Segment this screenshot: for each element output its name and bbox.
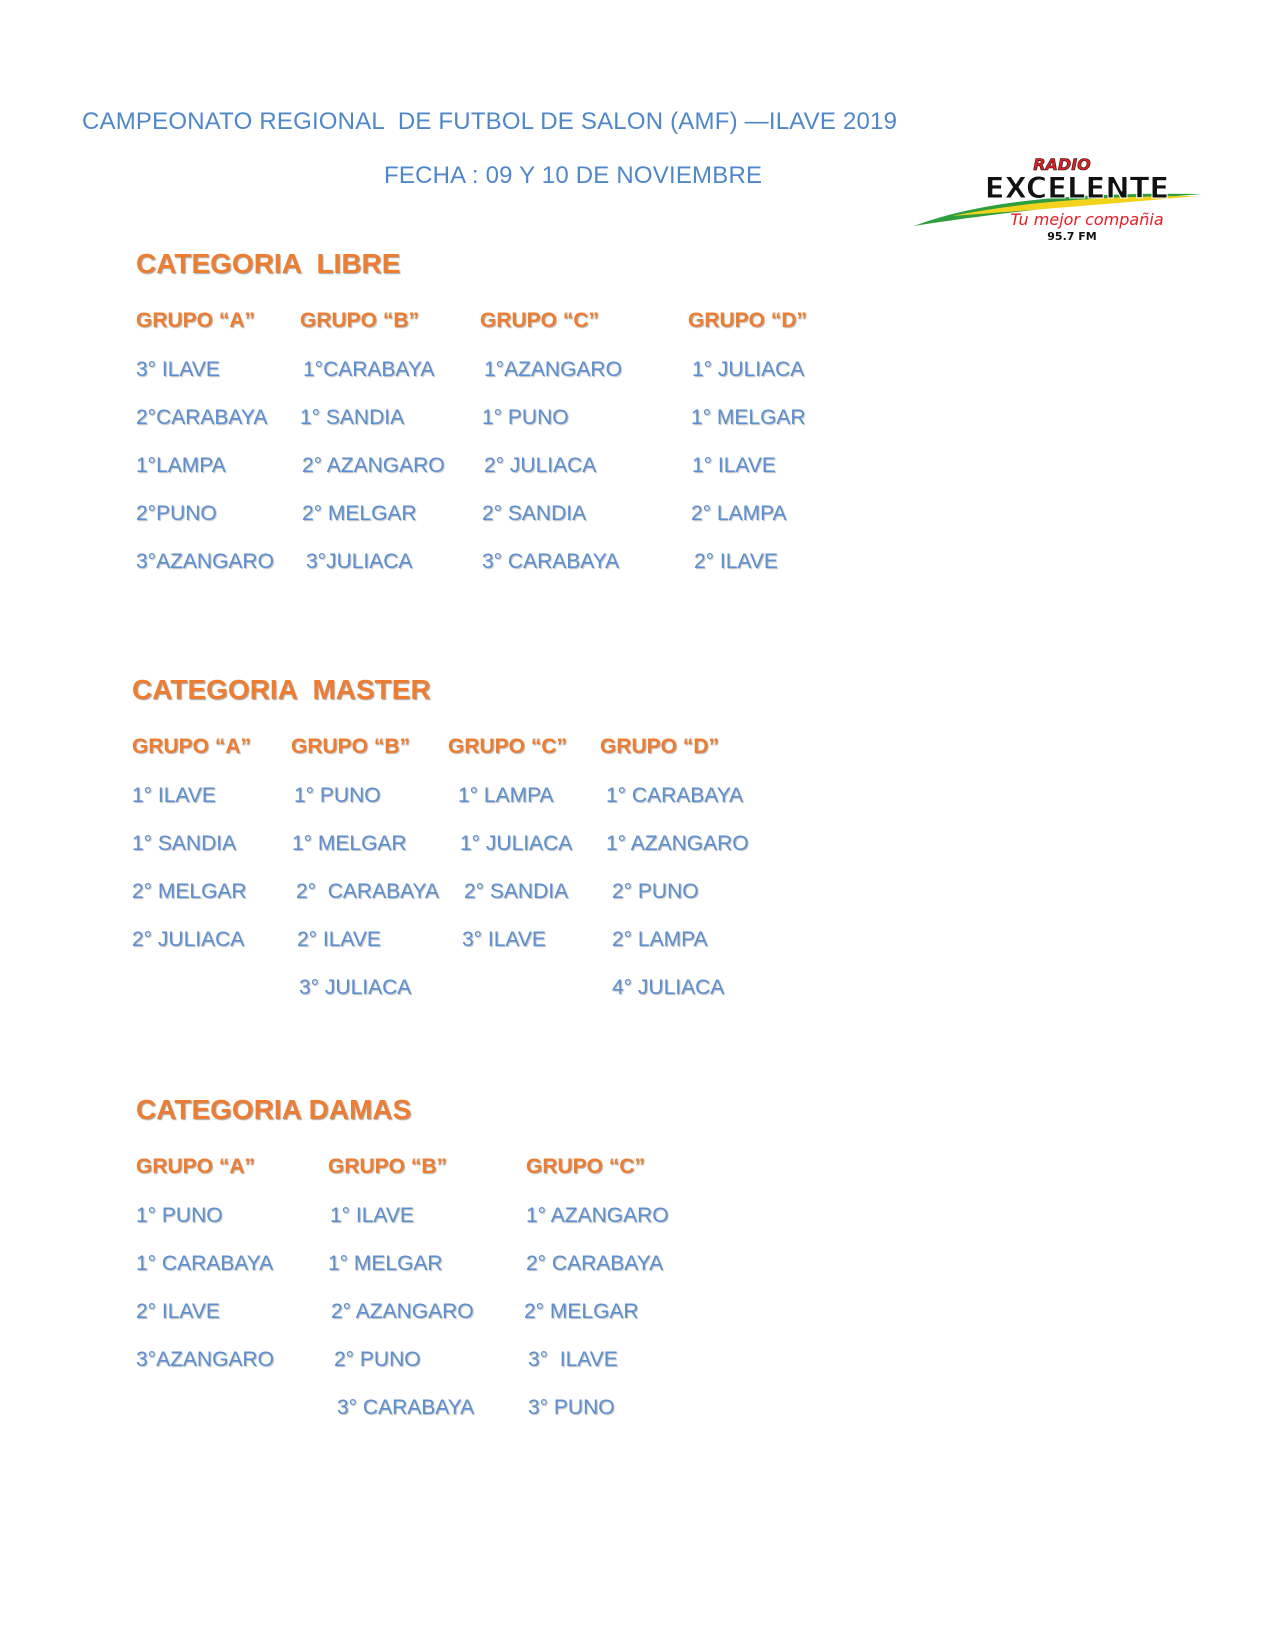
- team-entry: 1° AZANGARO: [606, 832, 749, 855]
- team-entry: 1° MELGAR: [691, 406, 806, 429]
- master-title: CATEGORIA MASTER: [132, 674, 431, 705]
- team-entry: 2° ILAVE: [297, 928, 381, 951]
- team-entry: 2° MELGAR: [302, 502, 417, 525]
- team-entry: 2° PUNO: [612, 880, 699, 903]
- team-entry: 3° ILAVE: [528, 1348, 618, 1371]
- libre-group-c-label: GRUPO “C”: [480, 309, 600, 332]
- team-entry: 2° ILAVE: [694, 550, 778, 573]
- team-entry: 1°LAMPA: [136, 454, 226, 477]
- team-entry: 2° SANDIA: [464, 880, 569, 903]
- team-entry: 1° ILAVE: [330, 1204, 414, 1227]
- team-entry: 1° SANDIA: [300, 406, 405, 429]
- team-entry: 1° PUNO: [482, 406, 569, 429]
- team-entry: 3° ILAVE: [136, 358, 220, 381]
- team-entry: 2° MELGAR: [524, 1300, 639, 1323]
- master-group-d-label: GRUPO “D”: [600, 735, 720, 758]
- damas-group-b-label: GRUPO “B”: [328, 1155, 448, 1178]
- team-entry: 2° MELGAR: [132, 880, 247, 903]
- team-entry: 1° CARABAYA: [606, 784, 744, 807]
- team-entry: 3° ILAVE: [462, 928, 546, 951]
- team-entry: 2° AZANGARO: [331, 1300, 474, 1323]
- logo-frequency-text: 95.7 FM: [1047, 230, 1097, 243]
- page-title: CAMPEONATO REGIONAL DE FUTBOL DE SALON (AMF) —ILAVE 2019: [82, 108, 898, 135]
- libre-group-a-label: GRUPO “A”: [136, 309, 256, 332]
- team-entry: 1° CARABAYA: [136, 1252, 274, 1275]
- logo-slogan-text: Tu mejor compañia: [1010, 210, 1164, 229]
- team-entry: 3° PUNO: [528, 1396, 615, 1419]
- team-entry: 3° CARABAYA: [337, 1396, 475, 1419]
- team-entry: 1° PUNO: [294, 784, 381, 807]
- team-entry: 2° CARABAYA: [296, 880, 440, 903]
- damas-title: CATEGORIA DAMAS: [136, 1094, 412, 1125]
- team-entry: 2° PUNO: [334, 1348, 421, 1371]
- team-entry: 1° PUNO: [136, 1204, 223, 1227]
- team-entry: 2° JULIACA: [132, 928, 245, 951]
- master-group-a-label: GRUPO “A”: [132, 735, 252, 758]
- team-entry: 2°PUNO: [136, 502, 217, 525]
- libre-title: CATEGORIA LIBRE: [136, 248, 401, 279]
- team-entry: 2° JULIACA: [484, 454, 597, 477]
- team-entry: 1°AZANGARO: [484, 358, 622, 381]
- team-entry: 2° ILAVE: [136, 1300, 220, 1323]
- team-entry: 1°CARABAYA: [303, 358, 435, 381]
- radio-excelente-logo: [912, 150, 1212, 250]
- logo-excelente-text: EXCELENTE: [984, 171, 1170, 205]
- team-entry: 1° SANDIA: [132, 832, 237, 855]
- team-entry: 1° MELGAR: [292, 832, 407, 855]
- logo-radio-text: RADIO: [1033, 155, 1091, 174]
- team-entry: 1° MELGAR: [328, 1252, 443, 1275]
- team-entry: 3° CARABAYA: [482, 550, 620, 573]
- team-entry: 4° JULIACA: [612, 976, 725, 999]
- page-subtitle: FECHA : 09 Y 10 DE NOVIEMBRE: [384, 162, 763, 189]
- team-entry: 1° LAMPA: [458, 784, 554, 807]
- team-entry: 2° SANDIA: [482, 502, 587, 525]
- libre-group-b-label: GRUPO “B”: [300, 309, 420, 332]
- master-group-b-label: GRUPO “B”: [291, 735, 411, 758]
- team-entry: 2° CARABAYA: [526, 1252, 664, 1275]
- team-entry: 1° JULIACA: [460, 832, 573, 855]
- damas-group-c-label: GRUPO “C”: [526, 1155, 646, 1178]
- team-entry: 3°JULIACA: [306, 550, 413, 573]
- damas-group-a-label: GRUPO “A”: [136, 1155, 256, 1178]
- team-entry: 1° JULIACA: [692, 358, 805, 381]
- team-entry: 2° AZANGARO: [302, 454, 445, 477]
- team-entry: 2°CARABAYA: [136, 406, 268, 429]
- team-entry: 2° LAMPA: [691, 502, 787, 525]
- team-entry: 3°AZANGARO: [136, 1348, 274, 1371]
- master-group-c-label: GRUPO “C”: [448, 735, 568, 758]
- libre-group-d-label: GRUPO “D”: [688, 309, 808, 332]
- team-entry: 1° ILAVE: [132, 784, 216, 807]
- team-entry: 3° JULIACA: [299, 976, 412, 999]
- team-entry: 1° AZANGARO: [526, 1204, 669, 1227]
- team-entry: 1° ILAVE: [692, 454, 776, 477]
- team-entry: 3°AZANGARO: [136, 550, 274, 573]
- team-entry: 2° LAMPA: [612, 928, 708, 951]
